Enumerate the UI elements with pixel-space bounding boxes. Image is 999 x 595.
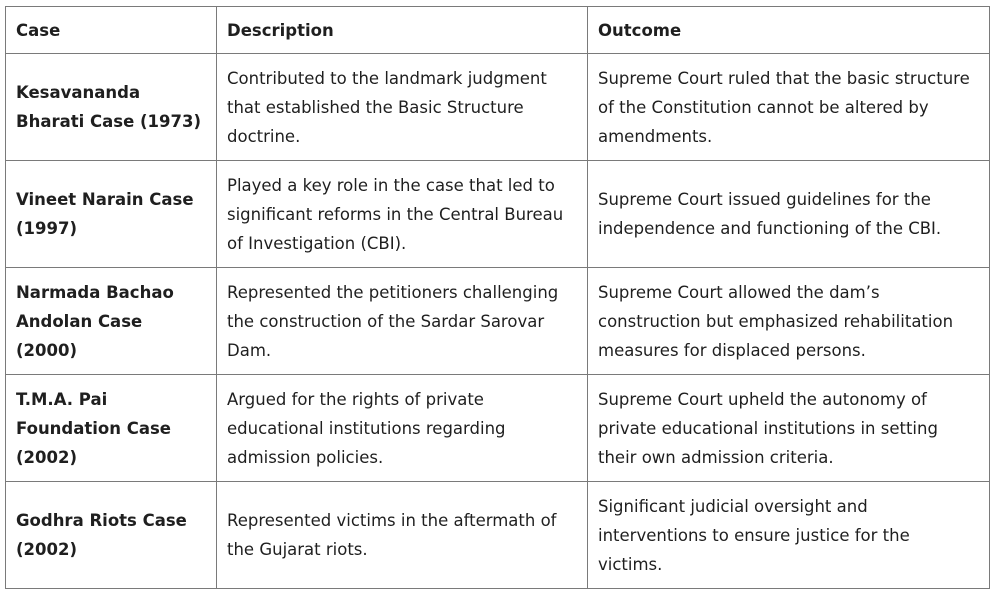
- case-cell: T.M.A. Pai Foundation Case (2002): [6, 375, 217, 482]
- description-cell: Contributed to the landmark judgment that established the Basic Structure doctrine.: [217, 54, 588, 161]
- description-cell: Represented victims in the aftermath of the Gujarat riots.: [217, 482, 588, 589]
- case-cell: Kesavananda Bharati Case (1973): [6, 54, 217, 161]
- description-cell: Argued for the rights of private educational institutions regarding admission policies.: [217, 375, 588, 482]
- header-case: Case: [6, 7, 217, 54]
- outcome-cell: Supreme Court upheld the autonomy of private educational institutions in setting their own admission criteria.: [588, 375, 990, 482]
- table-row: [6, 161, 990, 268]
- table-row: [6, 482, 990, 589]
- header-description: Description: [217, 7, 588, 54]
- outcome-cell: Supreme Court ruled that the basic structure of the Constitution cannot be altered by amendments.: [588, 54, 990, 161]
- outcome-cell: Supreme Court issued guidelines for the independence and functioning of the CBI.: [588, 161, 990, 268]
- cases-table-container: [5, 6, 990, 589]
- cases-table: [5, 6, 990, 589]
- header-row: [6, 7, 990, 54]
- table-row: [6, 54, 990, 161]
- table-row: [6, 268, 990, 375]
- outcome-cell: Supreme Court allowed the dam’s construction but emphasized rehabilitation measures for displaced persons.: [588, 268, 990, 375]
- outcome-cell: Significant judicial oversight and interventions to ensure justice for the victims.: [588, 482, 990, 589]
- case-cell: Godhra Riots Case (2002): [6, 482, 217, 589]
- case-cell: Vineet Narain Case (1997): [6, 161, 217, 268]
- description-cell: Played a key role in the case that led to significant reforms in the Central Bureau of Investigation (CBI).: [217, 161, 588, 268]
- table-row: [6, 375, 990, 482]
- case-cell: Narmada Bachao Andolan Case (2000): [6, 268, 217, 375]
- description-cell: Represented the petitioners challenging the construction of the Sardar Sarovar Dam.: [217, 268, 588, 375]
- header-outcome: Outcome: [588, 7, 990, 54]
